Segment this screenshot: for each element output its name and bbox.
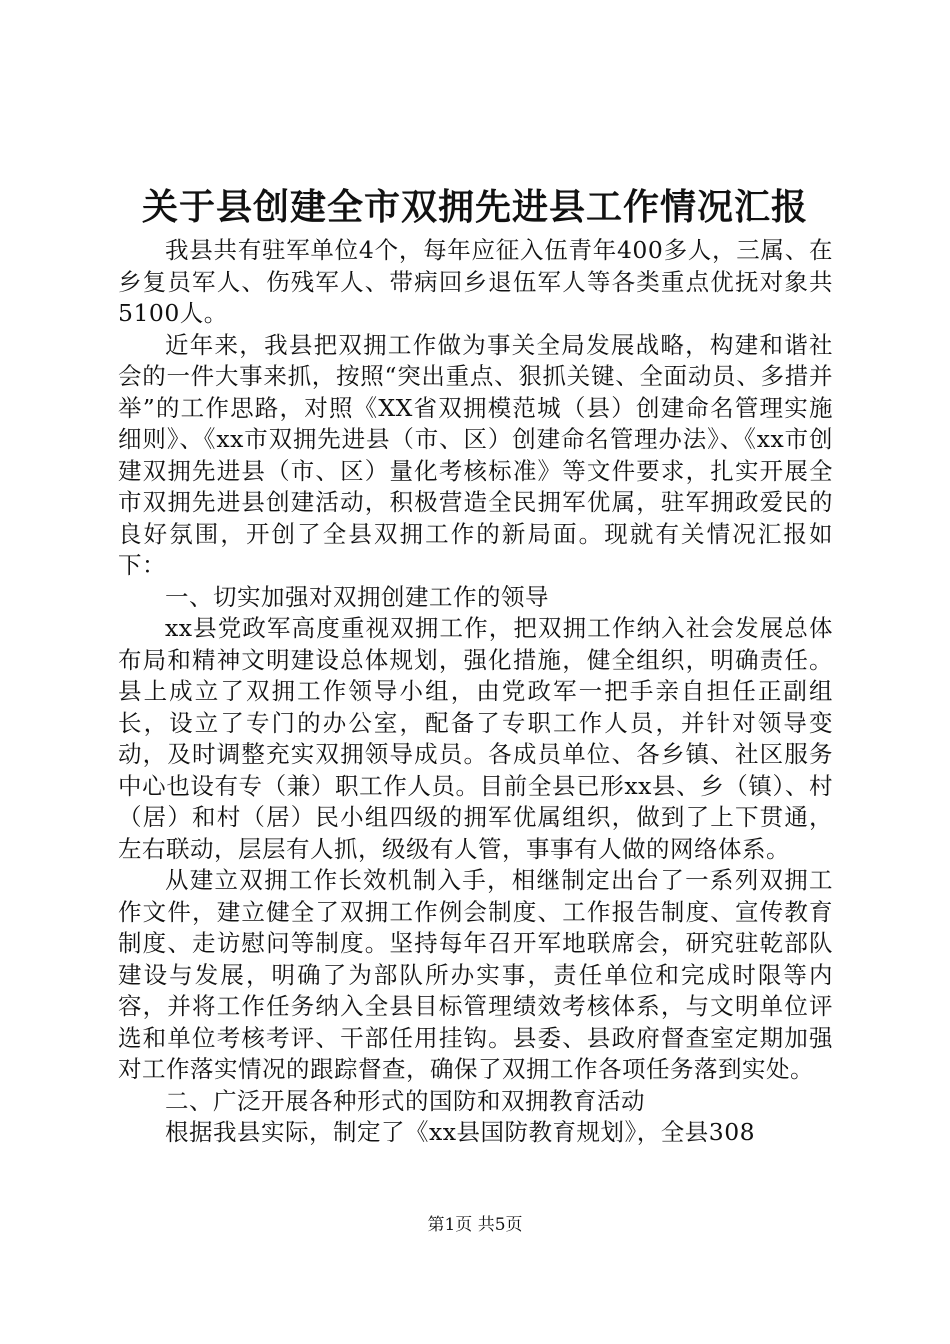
paragraph-intro: 我县共有驻军单位4个，每年应征入伍青年400多人，三属、在乡复员军人、伤残军人、带病回乡退伍军人等各类重点优抚对象共5100人。: [118, 236, 833, 327]
document-title: 关于县创建全市双拥先进县工作情况汇报: [141, 187, 808, 228]
paragraph-mechanism: 从建立双拥工作长效机制入手，相继制定出台了一系列双拥工作文件，建立健全了双拥工作例会制度、工作报告制度、宣传教育制度、走访慰问等制度。坚持每年召开军地联席会，研究驻乾部队建设与发展，明确了为部队所办实事，责任单位和完成时限等内容，并将工作任务纳入全县目标管理绩效考核体系，与文明单位评选和单位考核考评、干部任用挂钩。县委、县政府督查室定期加强对工作落实情况的跟踪督查，确保了双拥工作各项任务落到实处。: [118, 866, 833, 1083]
section-heading-2: 二、广泛开展各种形式的国防和双拥教育活动: [165, 1086, 645, 1115]
document-body: [118, 235, 833, 1149]
paragraph-leadership: xx县党政军高度重视双拥工作，把双拥工作纳入社会发展总体布局和精神文明建设总体规划，强化措施，健全组织，明确责任。县上成立了双拥工作领导小组，由党政军一把手亲自担任正副组长，设立了专门的办公室，配备了专职工作人员，并针对领导变动，及时调整充实双拥领导成员。各成员单位、各乡镇、社区服务中心也设有专（兼）职工作人员。目前全县已形xx县、乡（镇）、村（居）和村（居）民小组四级的拥军优属组织，做到了上下贯通，左右联动，层层有人抓，级级有人管，事事有人做的网络体系。: [118, 614, 833, 863]
paragraph-education: 根据我县实际，制定了《xx县国防教育规划》，全县308: [165, 1118, 756, 1146]
paragraph-overview: 近年来，我县把双拥工作做为事关全局发展战略，构建和谐社会的一件大事来抓，按照“突出重点、狠抓关键、全面动员、多措并举”的工作思路，对照《XX省双拥模范城（县）创建命名管理实施细则》、《xx市双拥先进县（市、区）创建命名管理办法》、《xx市创建双拥先进县（市、区）量化考核标准》等文件要求，扎实开展全市双拥先进县创建活动，积极营造全民拥军优属，驻军拥政爱民的良好氛围，开创了全县双拥工作的新局面。现就有关情况汇报如下：: [118, 330, 833, 579]
page-footer: 第1页 共5页: [427, 1215, 523, 1235]
section-heading-1: 一、切实加强对双拥创建工作的领导: [165, 582, 549, 611]
